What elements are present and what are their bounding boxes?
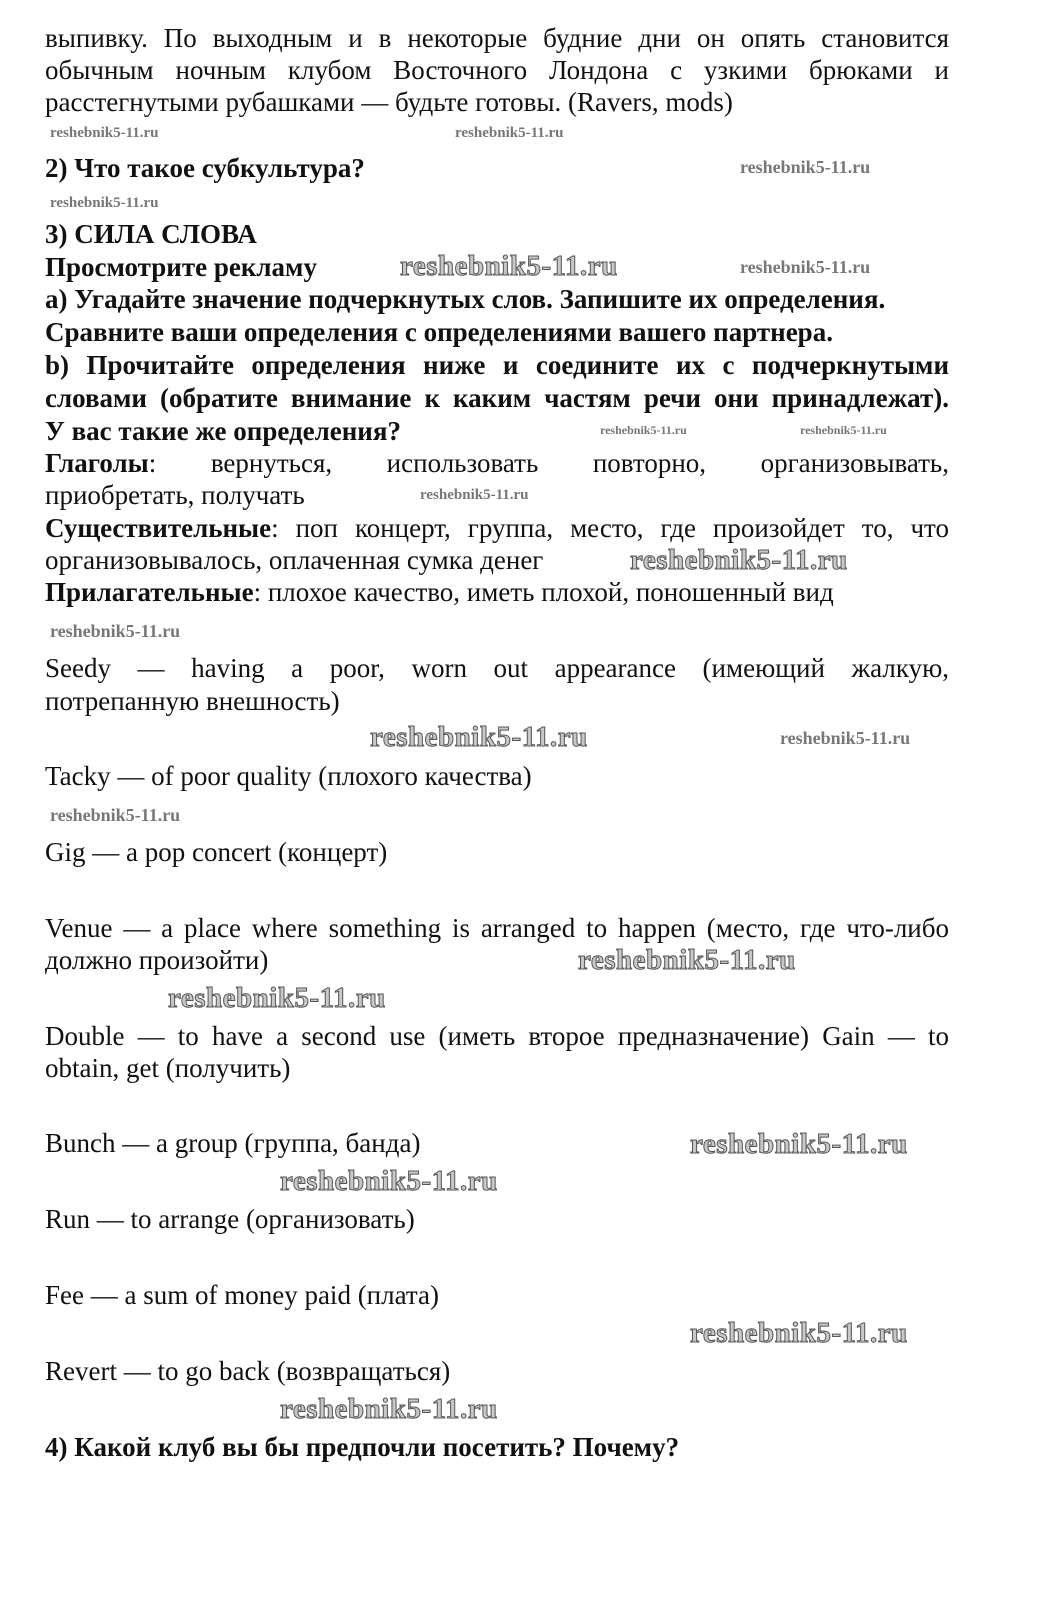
watermark: reshebnik5-11.ru: [578, 944, 796, 976]
definition-line: Fee — a sum of money paid (плата): [45, 1280, 439, 1310]
watermark: reshebnik5-11.ru: [780, 728, 911, 748]
paragraph-line: выпивку. По выходным и в некоторые будние дни он опять становится: [45, 23, 949, 53]
paragraph-line: расстегнутыми рубашками — будьте готовы. (Ravers, mods): [45, 87, 733, 117]
definition-line: Seedy — having a poor, worn out appearance (имеющий жалкую,: [45, 653, 949, 683]
watermark: reshebnik5-11.ru: [455, 125, 564, 141]
nouns-line: [45, 513, 949, 544]
watermark: reshebnik5-11.ru: [50, 195, 159, 211]
question-heading: 4) Какой клуб вы бы предпочли посетить? Почему?: [45, 1432, 680, 1462]
verbs-label: Глаголы: [45, 448, 149, 478]
nouns-list: : поп концерт, группа, место, где произойдет то, что: [271, 513, 949, 543]
watermark: reshebnik5-11.ru: [690, 1317, 908, 1349]
definition-line: Venue — a place where something is arranged to happen (место, где что-либо: [45, 913, 949, 943]
definition-line: Tacky — of poor quality (плохого качества): [45, 761, 532, 791]
watermark: reshebnik5-11.ru: [740, 257, 871, 277]
adjectives-label: Прилагательные: [45, 577, 254, 607]
paragraph-line: обычным ночным клубом Восточного Лондона с узкими брюками и: [45, 55, 949, 85]
watermark: reshebnik5-11.ru: [420, 487, 529, 503]
section-heading: 3) СИЛА СЛОВА: [45, 219, 257, 249]
instruction-line: словами (обратите внимание к каким частям речи они принадлежат).: [45, 383, 949, 413]
instruction-line: b) Прочитайте определения ниже и соедините их с подчеркнутыми: [45, 350, 949, 380]
watermark: reshebnik5-11.ru: [168, 982, 386, 1014]
paragraph-line: приобретать, получать: [45, 480, 305, 510]
watermark: reshebnik5-11.ru: [400, 250, 618, 282]
definition-line: потрепанную внешность): [45, 686, 340, 716]
definition-line: obtain, get (получить): [45, 1053, 291, 1083]
paragraph-line: организовывалось, оплаченная сумка денег: [45, 545, 544, 575]
definition-line: Bunch — a group (группа, банда): [45, 1128, 421, 1158]
verbs-list: : вернуться, использовать повторно, организовывать,: [148, 448, 949, 478]
watermark: reshebnik5-11.ru: [370, 721, 588, 753]
watermark: reshebnik5-11.ru: [50, 621, 181, 641]
definition-line: Run — to arrange (организовать): [45, 1204, 415, 1234]
question-heading: 2) Что такое субкультура?: [45, 153, 365, 183]
definition-line: Gig — a pop concert (концерт): [45, 837, 388, 867]
watermark: reshebnik5-11.ru: [630, 544, 848, 576]
instruction-line: У вас такие же определения?: [45, 416, 401, 446]
watermark: reshebnik5-11.ru: [50, 805, 181, 825]
adjectives-list: : плохое качество, иметь плохой, поношенный вид: [253, 577, 834, 607]
watermark: reshebnik5-11.ru: [690, 1128, 908, 1160]
instruction-line: Просмотрите рекламу: [45, 252, 317, 282]
watermark: reshebnik5-11.ru: [740, 157, 871, 177]
adjectives-line: [45, 577, 834, 608]
watermark: reshebnik5-11.ru: [280, 1393, 498, 1425]
watermark: reshebnik5-11.ru: [50, 125, 159, 141]
definition-line: Double — to have a second use (иметь второе предназначение) Gain — to: [45, 1021, 949, 1051]
instruction-line: a) Угадайте значение подчеркнутых слов. Запишите их определения.: [45, 284, 886, 314]
verbs-line: [45, 448, 949, 479]
instruction-line: Сравните ваши определения с определениями вашего партнера.: [45, 317, 833, 347]
watermark: reshebnik5-11.ru: [600, 423, 687, 437]
nouns-label: Существительные: [45, 513, 272, 543]
definition-line: должно произойти): [45, 945, 269, 975]
definition-line: Revert — to go back (возвращаться): [45, 1356, 451, 1386]
watermark: reshebnik5-11.ru: [280, 1165, 498, 1197]
watermark: reshebnik5-11.ru: [800, 423, 887, 437]
